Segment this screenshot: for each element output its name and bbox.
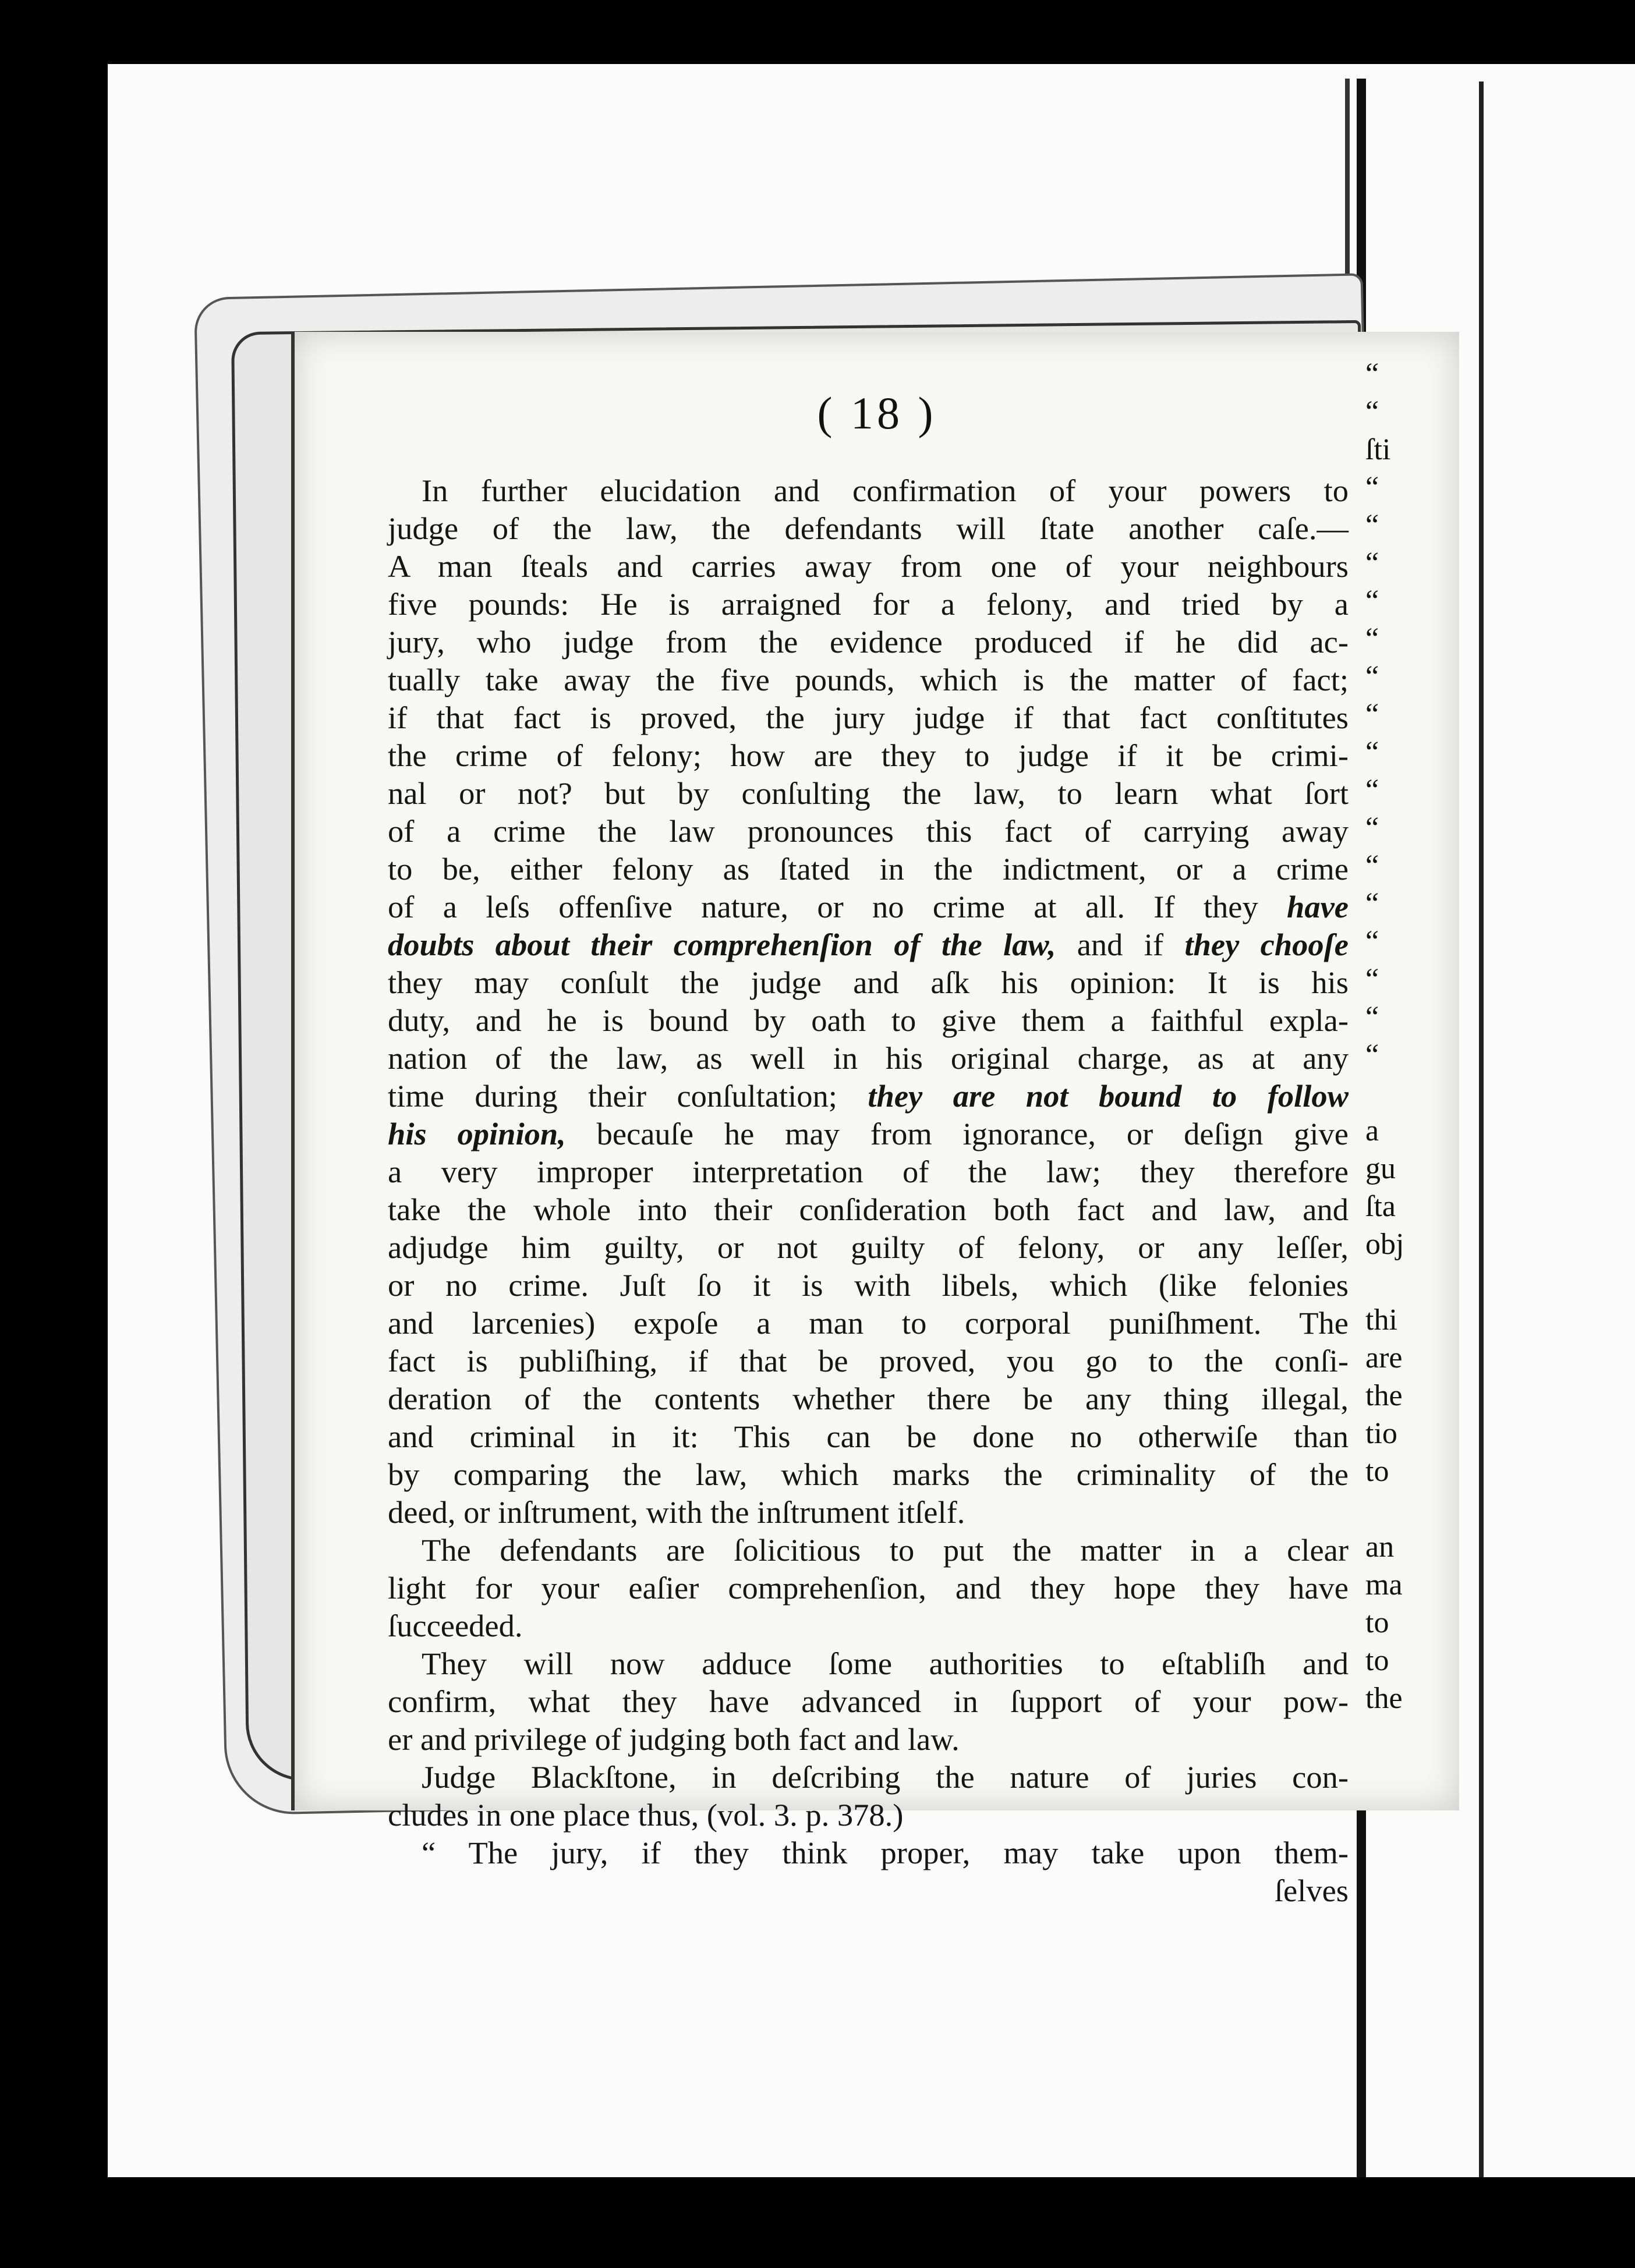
facing-gap — [1365, 1263, 1482, 1301]
paragraph-5 — [388, 1834, 1349, 1909]
facing-line: “ — [1365, 1001, 1379, 1034]
text-line: light for your eaſier comprehenſion, and they hope they have — [388, 1570, 1349, 1606]
page-number: ( 18 ) — [817, 388, 937, 438]
facing-line: “ — [1365, 584, 1379, 618]
text-run: time during their conſultation; — [388, 1078, 868, 1114]
facing-line: an — [1365, 1530, 1395, 1564]
facing-line: the — [1365, 1682, 1403, 1715]
facing-line: “ — [1365, 1039, 1379, 1072]
facing-line: “ — [1365, 622, 1379, 655]
facing-line: ma — [1365, 1568, 1403, 1601]
text-line — [388, 1115, 1349, 1153]
facing-line: “ — [1365, 925, 1379, 958]
facing-line: “ — [1365, 395, 1379, 428]
italic-run: they chooſe — [1184, 927, 1349, 962]
facing-line: to — [1365, 1644, 1389, 1677]
facing-line: the — [1365, 1379, 1403, 1412]
facing-line: to — [1365, 1606, 1389, 1639]
text-run: and if — [1056, 927, 1185, 962]
text-line: and larcenies) expoſe a man to corporal puniſhment. The — [388, 1305, 1349, 1341]
text-line: They will now adduce ſome authorities to eſtabliſh and — [422, 1646, 1349, 1681]
facing-line: ſti — [1365, 433, 1391, 466]
text-line — [388, 926, 1349, 963]
facing-line: “ — [1365, 547, 1379, 580]
italic-run: they are not bound to follow — [868, 1078, 1349, 1114]
text-line: the crime of felony; how are they to judge if it be crimi- — [388, 738, 1349, 773]
text-line: er and privilege of judging both fact and law. — [388, 1721, 960, 1757]
catchword: ſelves — [1274, 1873, 1349, 1908]
italic-run: have — [1287, 889, 1349, 924]
facing-line: “ — [1365, 849, 1379, 883]
facing-line: “ — [1365, 471, 1379, 504]
paragraph-4 — [388, 1758, 1349, 1834]
text-line: The defendants are ſolicitious to put the matter in a clear — [422, 1532, 1349, 1568]
text-line: take the whole into their conſideration both fact and law, and — [388, 1192, 1349, 1227]
text-line: they may conſult the judge and aſk his opinion: It is his — [388, 965, 1349, 1000]
text-line: five pounds: He is arraigned for a felony, and tried by a — [388, 586, 1349, 622]
text-line: and criminal in it: This can be done no otherwiſe than — [388, 1419, 1349, 1454]
facing-line: to — [1365, 1455, 1389, 1488]
text-line: judge of the law, the defendants will ſtate another caſe.— — [388, 511, 1349, 546]
text-line: adjudge him guilty, or not guilty of felony, or any leſſer, — [388, 1229, 1349, 1265]
facing-line: “ — [1365, 736, 1379, 769]
text-line: tually take away the five pounds, which is the matter of fact; — [388, 662, 1349, 697]
paragraph-2 — [388, 1531, 1349, 1645]
text-line: deration of the contents whether there be any thing illegal, — [388, 1381, 1349, 1416]
text-line: of a crime the law pronounces this fact of carrying away — [388, 813, 1349, 849]
text-line: deed, or inſtrument, with the inſtrument itſelf. — [388, 1494, 965, 1530]
italic-run: doubts about their comprehenſion of the law, — [388, 927, 1056, 962]
facing-line: “ — [1365, 698, 1379, 731]
text-line: duty, and he is bound by oath to give them a faithful expla- — [388, 1002, 1349, 1038]
facing-line: “ — [1365, 357, 1379, 391]
facing-gap — [1365, 1074, 1482, 1112]
text-line: a very improper interpretation of the law; they therefore — [388, 1154, 1349, 1189]
facing-line: “ — [1365, 811, 1379, 845]
text-run: of a leſs offenſive nature, or no crime at all. If they — [388, 889, 1258, 924]
facing-line: thi — [1365, 1303, 1397, 1337]
text-run: becauſe he may from ignorance, or deſign give — [565, 1116, 1349, 1151]
facing-line: ſta — [1365, 1190, 1396, 1223]
facing-gap — [1365, 1490, 1482, 1528]
text-line: jury, who judge from the evidence produced if he did ac- — [388, 624, 1349, 660]
facing-line: “ — [1365, 887, 1379, 920]
facing-line: “ — [1365, 660, 1379, 693]
facing-line: gu — [1365, 1152, 1396, 1185]
facing-line: are — [1365, 1341, 1403, 1374]
text-line — [388, 1077, 1349, 1115]
facing-page-fragment — [1365, 355, 1482, 1715]
text-line: confirm, what they have advanced in ſupport of your pow- — [388, 1684, 1349, 1719]
document-page — [291, 332, 1459, 1908]
text-line: or no crime. Juſt ſo it is with libels, which (like felonies — [388, 1267, 1349, 1303]
body-text — [388, 472, 1349, 1909]
paragraph-1 — [388, 472, 1349, 1531]
text-line: “ The jury, if they think proper, may take upon them- — [422, 1835, 1349, 1870]
text-line: by comparing the law, which marks the criminality of the — [388, 1457, 1349, 1492]
text-line: ſucceeded. — [388, 1608, 523, 1643]
text-line — [388, 888, 1349, 926]
italic-run: his opinion, — [388, 1116, 566, 1151]
text-line: In further elucidation and confirmation of your powers to — [422, 473, 1349, 508]
text-line: Judge Blackſtone, in deſcribing the nature of juries con- — [422, 1759, 1349, 1795]
text-line: nal or not? but by conſulting the law, to learn what ſort — [388, 775, 1349, 811]
text-line: if that fact is proved, the jury judge if that fact conſtitutes — [388, 700, 1349, 735]
text-line: to be, either felony as ſtated in the indictment, or a crime — [388, 851, 1349, 887]
text-line: nation of the law, as well in his original charge, as at any — [388, 1040, 1349, 1076]
facing-line: “ — [1365, 509, 1379, 542]
text-line: fact is publiſhing, if that be proved, you go to the conſi- — [388, 1343, 1349, 1378]
text-line: cludes in one place thus, (vol. 3. p. 378.) — [388, 1797, 904, 1833]
facing-line: “ — [1365, 963, 1379, 996]
paragraph-3 — [388, 1645, 1349, 1758]
text-line: A man ſteals and carries away from one of your neighbours — [388, 548, 1349, 584]
facing-line: tio — [1365, 1417, 1397, 1450]
facing-line: obj — [1365, 1228, 1404, 1261]
facing-line: a — [1365, 1114, 1379, 1147]
facing-line: “ — [1365, 774, 1379, 807]
